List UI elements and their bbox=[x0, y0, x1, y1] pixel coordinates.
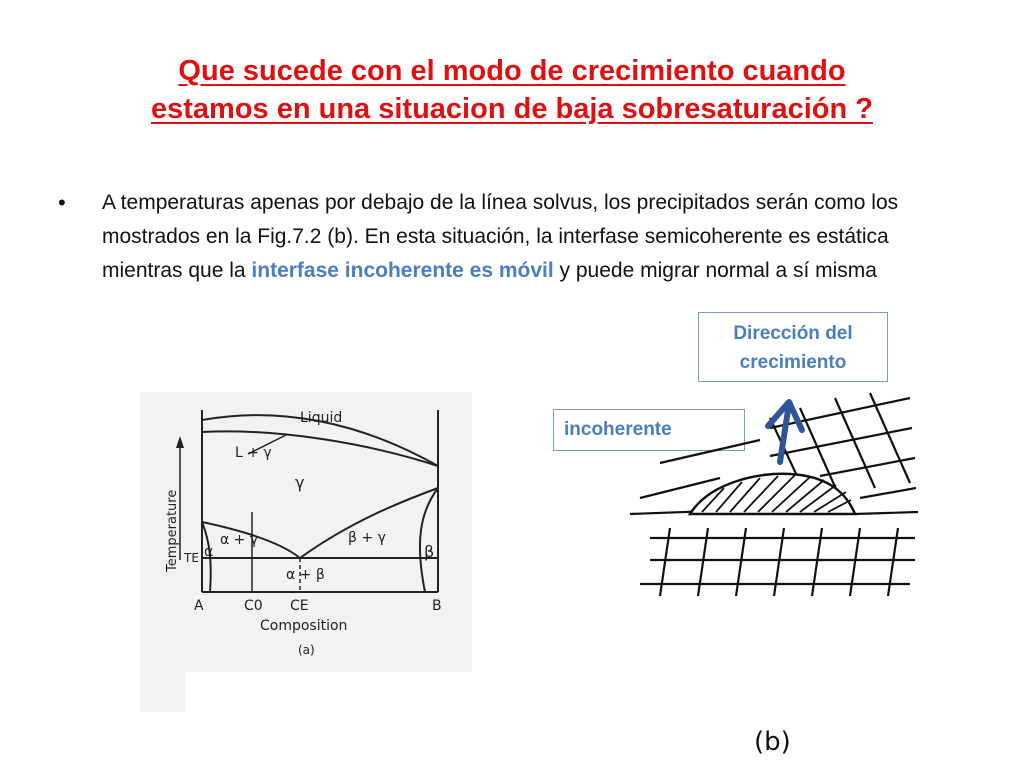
bullet-dot: • bbox=[58, 190, 66, 215]
bullet-highlight: interfase incoherente es móvil bbox=[251, 259, 554, 282]
label-alpha-beta: α + β bbox=[286, 567, 325, 583]
interface-line-right bbox=[855, 512, 918, 514]
label-l-gamma: L + γ bbox=[235, 445, 272, 461]
bullet-text-part2: y puede migrar normal a sí misma bbox=[553, 259, 877, 282]
label-te: TE bbox=[184, 551, 199, 565]
figure-b-caption: (b) bbox=[754, 727, 791, 757]
figure-a-caption: (a) bbox=[298, 643, 315, 657]
lattice-line bbox=[860, 488, 916, 498]
incoherent-callout: incoherente bbox=[553, 409, 745, 451]
growth-direction-callout bbox=[698, 312, 888, 382]
label-beta: β bbox=[424, 542, 435, 561]
growth-direction-line-1: Dirección del bbox=[733, 323, 853, 344]
title-line-1: Que sucede con el modo de crecimiento cuando bbox=[178, 55, 846, 87]
tick-c0: C0 bbox=[244, 598, 263, 614]
x-axis-label: Composition bbox=[260, 618, 348, 634]
label-gamma: γ bbox=[295, 473, 305, 492]
growth-direction-line-2: crecimiento bbox=[739, 352, 847, 373]
title-line-2: estamos en una situacion de baja sobresaturación ? bbox=[151, 93, 873, 125]
label-beta-gamma: β + γ bbox=[348, 530, 386, 546]
tick-b: B bbox=[432, 598, 442, 614]
bullet-text bbox=[102, 186, 962, 288]
lattice-line bbox=[660, 440, 760, 463]
bullet-text-part1: A temperaturas apenas por debajo de la línea solvus, los precipitados serán como los mostrados en la Fig.7.2 (b). En esta situación, la interfase semicoherente es estática mientras que la bbox=[102, 191, 899, 282]
label-alpha: α bbox=[204, 544, 214, 560]
label-alpha-gamma: α + γ bbox=[220, 532, 259, 548]
figure-a-background-tab bbox=[140, 672, 185, 712]
phase-diagram-figure bbox=[140, 392, 472, 714]
slide-title bbox=[60, 52, 964, 128]
tick-ce: CE bbox=[290, 598, 309, 614]
precipitate-figure bbox=[620, 388, 920, 760]
y-axis-label: Temperature bbox=[165, 489, 180, 572]
lattice-line bbox=[870, 393, 910, 483]
tick-a: A bbox=[194, 598, 204, 614]
label-liquid: Liquid bbox=[300, 410, 343, 426]
